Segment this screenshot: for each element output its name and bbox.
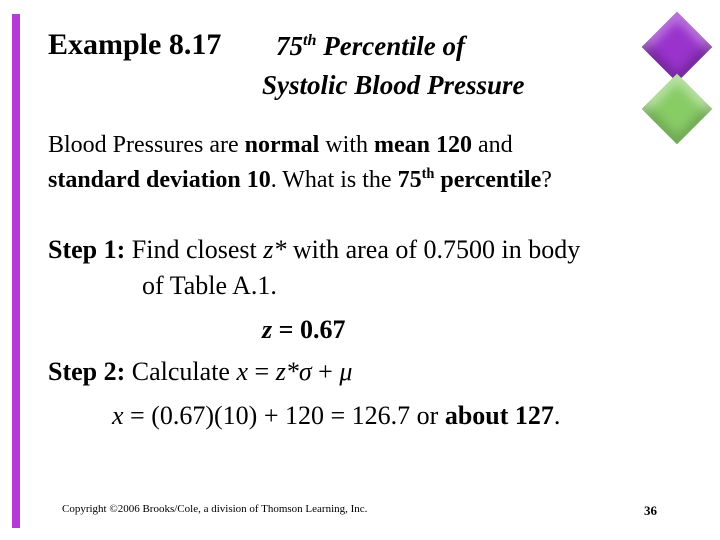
- mu-symbol: μ: [339, 357, 353, 386]
- step1-z-star: z*: [263, 235, 287, 264]
- subtitle-line-2: Systolic Blood Pressure: [262, 70, 525, 100]
- intro-bold-mean: mean 120: [373, 132, 472, 158]
- subtitle-line-1-text: Percentile of: [316, 31, 465, 61]
- step2-text: .: [553, 401, 561, 430]
- intro-ordinal: th: [421, 166, 435, 182]
- sigma-symbol: σ: [298, 357, 312, 386]
- intro-text: with: [319, 132, 374, 158]
- x-variable: x: [112, 401, 124, 430]
- step1-equation: [262, 315, 345, 345]
- step2-answer: about 127: [444, 401, 554, 430]
- intro-bold-75: 75: [397, 167, 422, 193]
- step2-text: =: [248, 357, 276, 386]
- z-star-variable: z*: [275, 357, 299, 386]
- subtitle-ordinal: th: [303, 31, 317, 49]
- intro-text: Blood Pressures are: [48, 132, 245, 158]
- intro-bold-sd: standard deviation 10: [48, 167, 271, 193]
- step1-text: Find closest: [125, 235, 264, 264]
- z-variable: z: [262, 315, 273, 344]
- step2-text: +: [311, 357, 340, 386]
- subtitle-number: 75: [276, 31, 303, 61]
- green-diamond-icon: [642, 74, 713, 145]
- step1-label: Step 1:: [48, 235, 126, 264]
- step2-calculation: = (0.67)(10) + 120 = 126.7 or: [123, 401, 445, 430]
- copyright-footer: Copyright ©2006 Brooks/Cole, a division of Thomson Learning, Inc.: [62, 503, 368, 515]
- step2-label: Step 2:: [48, 357, 126, 386]
- intro-text: and: [471, 132, 513, 158]
- step1-line-1: [48, 235, 580, 265]
- step1-text: with area of 0.7500 in body: [286, 235, 581, 264]
- intro-text: . What is the: [270, 167, 398, 193]
- step2-line-1: [48, 357, 352, 387]
- step1-line-2: of Table A.1.: [142, 271, 277, 300]
- accent-bar: [12, 14, 20, 528]
- intro-text: ?: [541, 167, 552, 193]
- intro-bold-normal: normal: [244, 132, 320, 158]
- x-variable: x: [236, 357, 249, 386]
- slide-title: Example 8.17: [48, 28, 222, 61]
- subtitle-line-1: [276, 31, 465, 62]
- intro-line-2: [48, 167, 552, 194]
- intro-bold-percentile: percentile: [434, 167, 542, 193]
- step2-text: Calculate: [125, 357, 237, 386]
- step2-line-2: [112, 401, 560, 431]
- page-number: 36: [644, 503, 657, 518]
- z-value: = 0.67: [272, 315, 346, 344]
- intro-line-1: [48, 132, 513, 159]
- purple-diamond-icon: [642, 12, 713, 83]
